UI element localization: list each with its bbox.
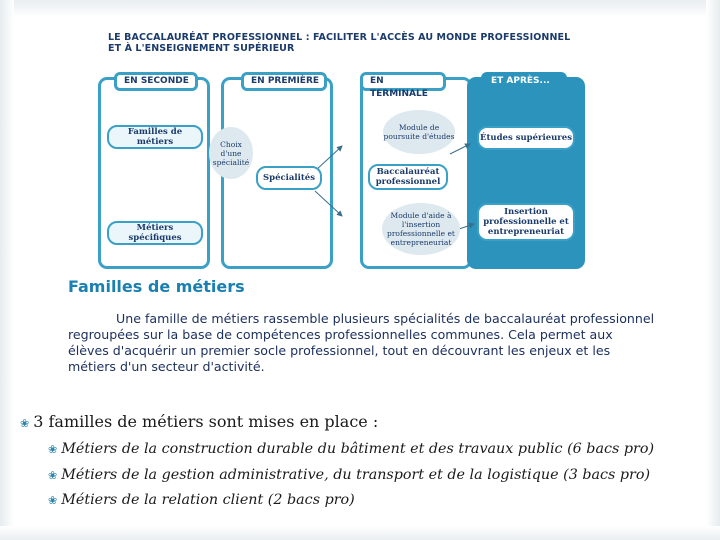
familles-description: Une famille de métiers rassemble plusieurs spécialités de baccalauréat professionnel regroupées sur la base de compétences professionnelles communes. Cela permet aux élèves d'acquérir un premier socle professionnel, tout en découvrant les enjeux et les métiers d'un secteur d'activité. — [68, 311, 655, 374]
slide-frame-bottom — [0, 526, 720, 540]
sub-bullet-1 — [48, 441, 654, 457]
bullet-icon: ❀ — [48, 494, 58, 507]
pill-bac-pro: Baccalauréat professionnel — [368, 164, 448, 190]
pill-specialites: Spécialités — [256, 166, 322, 190]
bullet-icon: ❀ — [48, 469, 58, 482]
arrow-to-terminale-top — [315, 146, 342, 171]
diagram-title-line2: ET À L'ENSEIGNEMENT SUPÉRIEUR — [108, 43, 295, 54]
bullet-icon: ❀ — [20, 417, 30, 430]
sub-bullet-2-text: Métiers de la gestion administrative, du transport et de la logistique (3 bacs pro) — [61, 467, 651, 483]
oval-choix-specialite: Choix d'une spécialité — [209, 127, 253, 179]
sub-bullet-2 — [48, 467, 650, 483]
slide-frame-left — [0, 0, 14, 540]
familles-panel — [58, 275, 662, 389]
diagram-title-line1: LE BACCALAURÉAT PROFESSIONNEL : FACILITER L'ACCÈS AU MONDE PROFESSIONNEL — [108, 32, 571, 43]
bullet-icon: ❀ — [48, 443, 58, 456]
sub-bullet-3-text: Métiers de la relation client (2 bacs pro) — [61, 492, 355, 508]
oval-module-poursuite: Module de poursuite d'études — [383, 110, 455, 154]
arrow-to-terminale-bottom — [315, 191, 342, 216]
column-head-terminale: EN TERMINALE — [360, 72, 446, 91]
pill-familles-de-metiers: Familles de métiers — [107, 125, 203, 149]
pill-metiers-specifiques: Métiers spécifiques — [107, 221, 203, 245]
main-bullet-text: 3 familles de métiers sont mises en place : — [33, 412, 379, 431]
pill-etudes-superieures: Études supérieures — [477, 126, 575, 150]
pill-insertion: Insertion professionnelle et entrepreneuriat — [477, 203, 575, 241]
sub-bullet-3 — [48, 492, 355, 508]
oval-module-insertion: Module d'aide à l'insertion professionnelle et entrepreneuriat — [382, 203, 460, 255]
familles-heading: Familles de métiers — [68, 277, 245, 296]
sub-bullet-1-text: Métiers de la construction durable du bâtiment et des travaux public (6 bacs pro) — [61, 441, 655, 457]
bac-pro-diagram — [70, 26, 614, 272]
column-head-premiere: EN PREMIÈRE — [241, 72, 327, 91]
arrow-to-etudes — [450, 144, 470, 154]
column-head-seconde: EN SECONDE — [114, 72, 198, 91]
slide-frame-right — [706, 0, 720, 540]
main-bullet — [20, 412, 378, 431]
column-head-apres: ET APRÈS... — [481, 72, 567, 91]
slide-frame-top — [0, 0, 720, 18]
